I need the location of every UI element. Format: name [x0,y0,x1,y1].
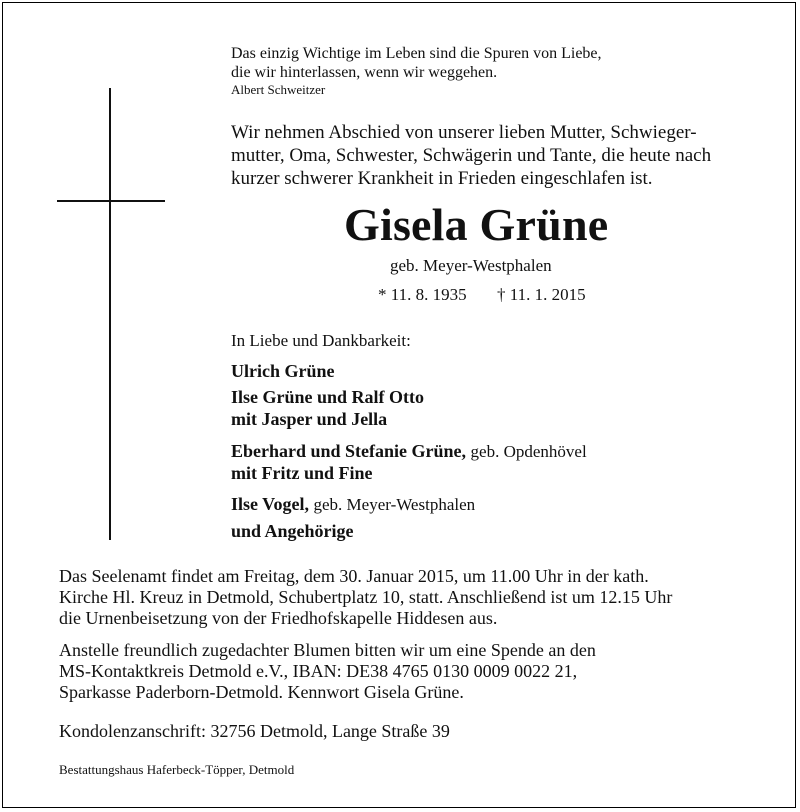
funeral-home: Bestattungshaus Haferbeck-Töpper, Detmold [59,762,295,777]
birth-date: * 11. 8. 1935 [378,285,467,304]
mourner-line-5: mit Fritz und Fine [231,463,373,483]
intro-line-1: Wir nehmen Abschied von unserer lieben Mutter, Schwieger- [231,122,697,143]
donation-line-2: MS-Kontaktkreis Detmold e.V., IBAN: DE38 4765 0130 0009 0022 21, [59,661,578,681]
mourner-line-7: und Angehörige [231,521,354,541]
cross-horizontal-bar [57,200,165,202]
condolence-address: Kondolenzanschrift: 32756 Detmold, Lange Straße 39 [59,721,450,741]
quote-author: Albert Schweitzer [231,82,326,97]
quote-line-2: die wir hinterlassen, wenn wir weggehen. [231,64,498,81]
donation-line-1: Anstelle freundlich zugedachter Blumen bitten wir um eine Spende an den [59,640,596,660]
mourner-line-6-birthname: geb. Meyer-Westphalen [313,495,476,514]
cross-vertical-bar [109,88,111,540]
service-line-3: die Urnenbeisetzung von der Friedhofskapelle Hiddesen aus. [59,608,498,628]
mourners-heading: In Liebe und Dankbarkeit: [231,331,411,350]
service-line-1: Das Seelenamt findet am Freitag, dem 30. Januar 2015, um 11.00 Uhr in der kath. [59,566,649,586]
quote-line-1: Das einzig Wichtige im Leben sind die Spuren von Liebe, [231,45,602,62]
intro-line-2: mutter, Oma, Schwester, Schwägerin und Tante, die heute nach [231,145,712,166]
donation-line-3: Sparkasse Paderborn-Detmold. Kennwort Gisela Grüne. [59,682,464,702]
deceased-name: Gisela Grüne [344,199,609,250]
death-date: † 11. 1. 2015 [497,285,586,304]
intro-line-3: kurzer schwerer Krankheit in Frieden eingeschlafen ist. [231,168,653,189]
service-line-2: Kirche Hl. Kreuz in Detmold, Schubertplatz 10, statt. Anschließend ist um 12.15 Uhr [59,587,673,607]
mourner-line-4-names: Eberhard und Stefanie Grüne, [231,441,467,461]
mourner-line-1: Ulrich Grüne [231,361,335,381]
mourner-line-6-name: Ilse Vogel, [231,494,310,514]
mourner-line-4-birthname: geb. Opdenhövel [470,442,587,461]
mourner-line-4 [231,440,587,463]
mourner-line-6 [231,493,475,516]
mourner-line-2: Ilse Grüne und Ralf Otto [231,387,425,407]
mourner-line-3: mit Jasper und Jella [231,409,388,429]
deceased-birth-name: geb. Meyer-Westphalen [390,256,552,275]
